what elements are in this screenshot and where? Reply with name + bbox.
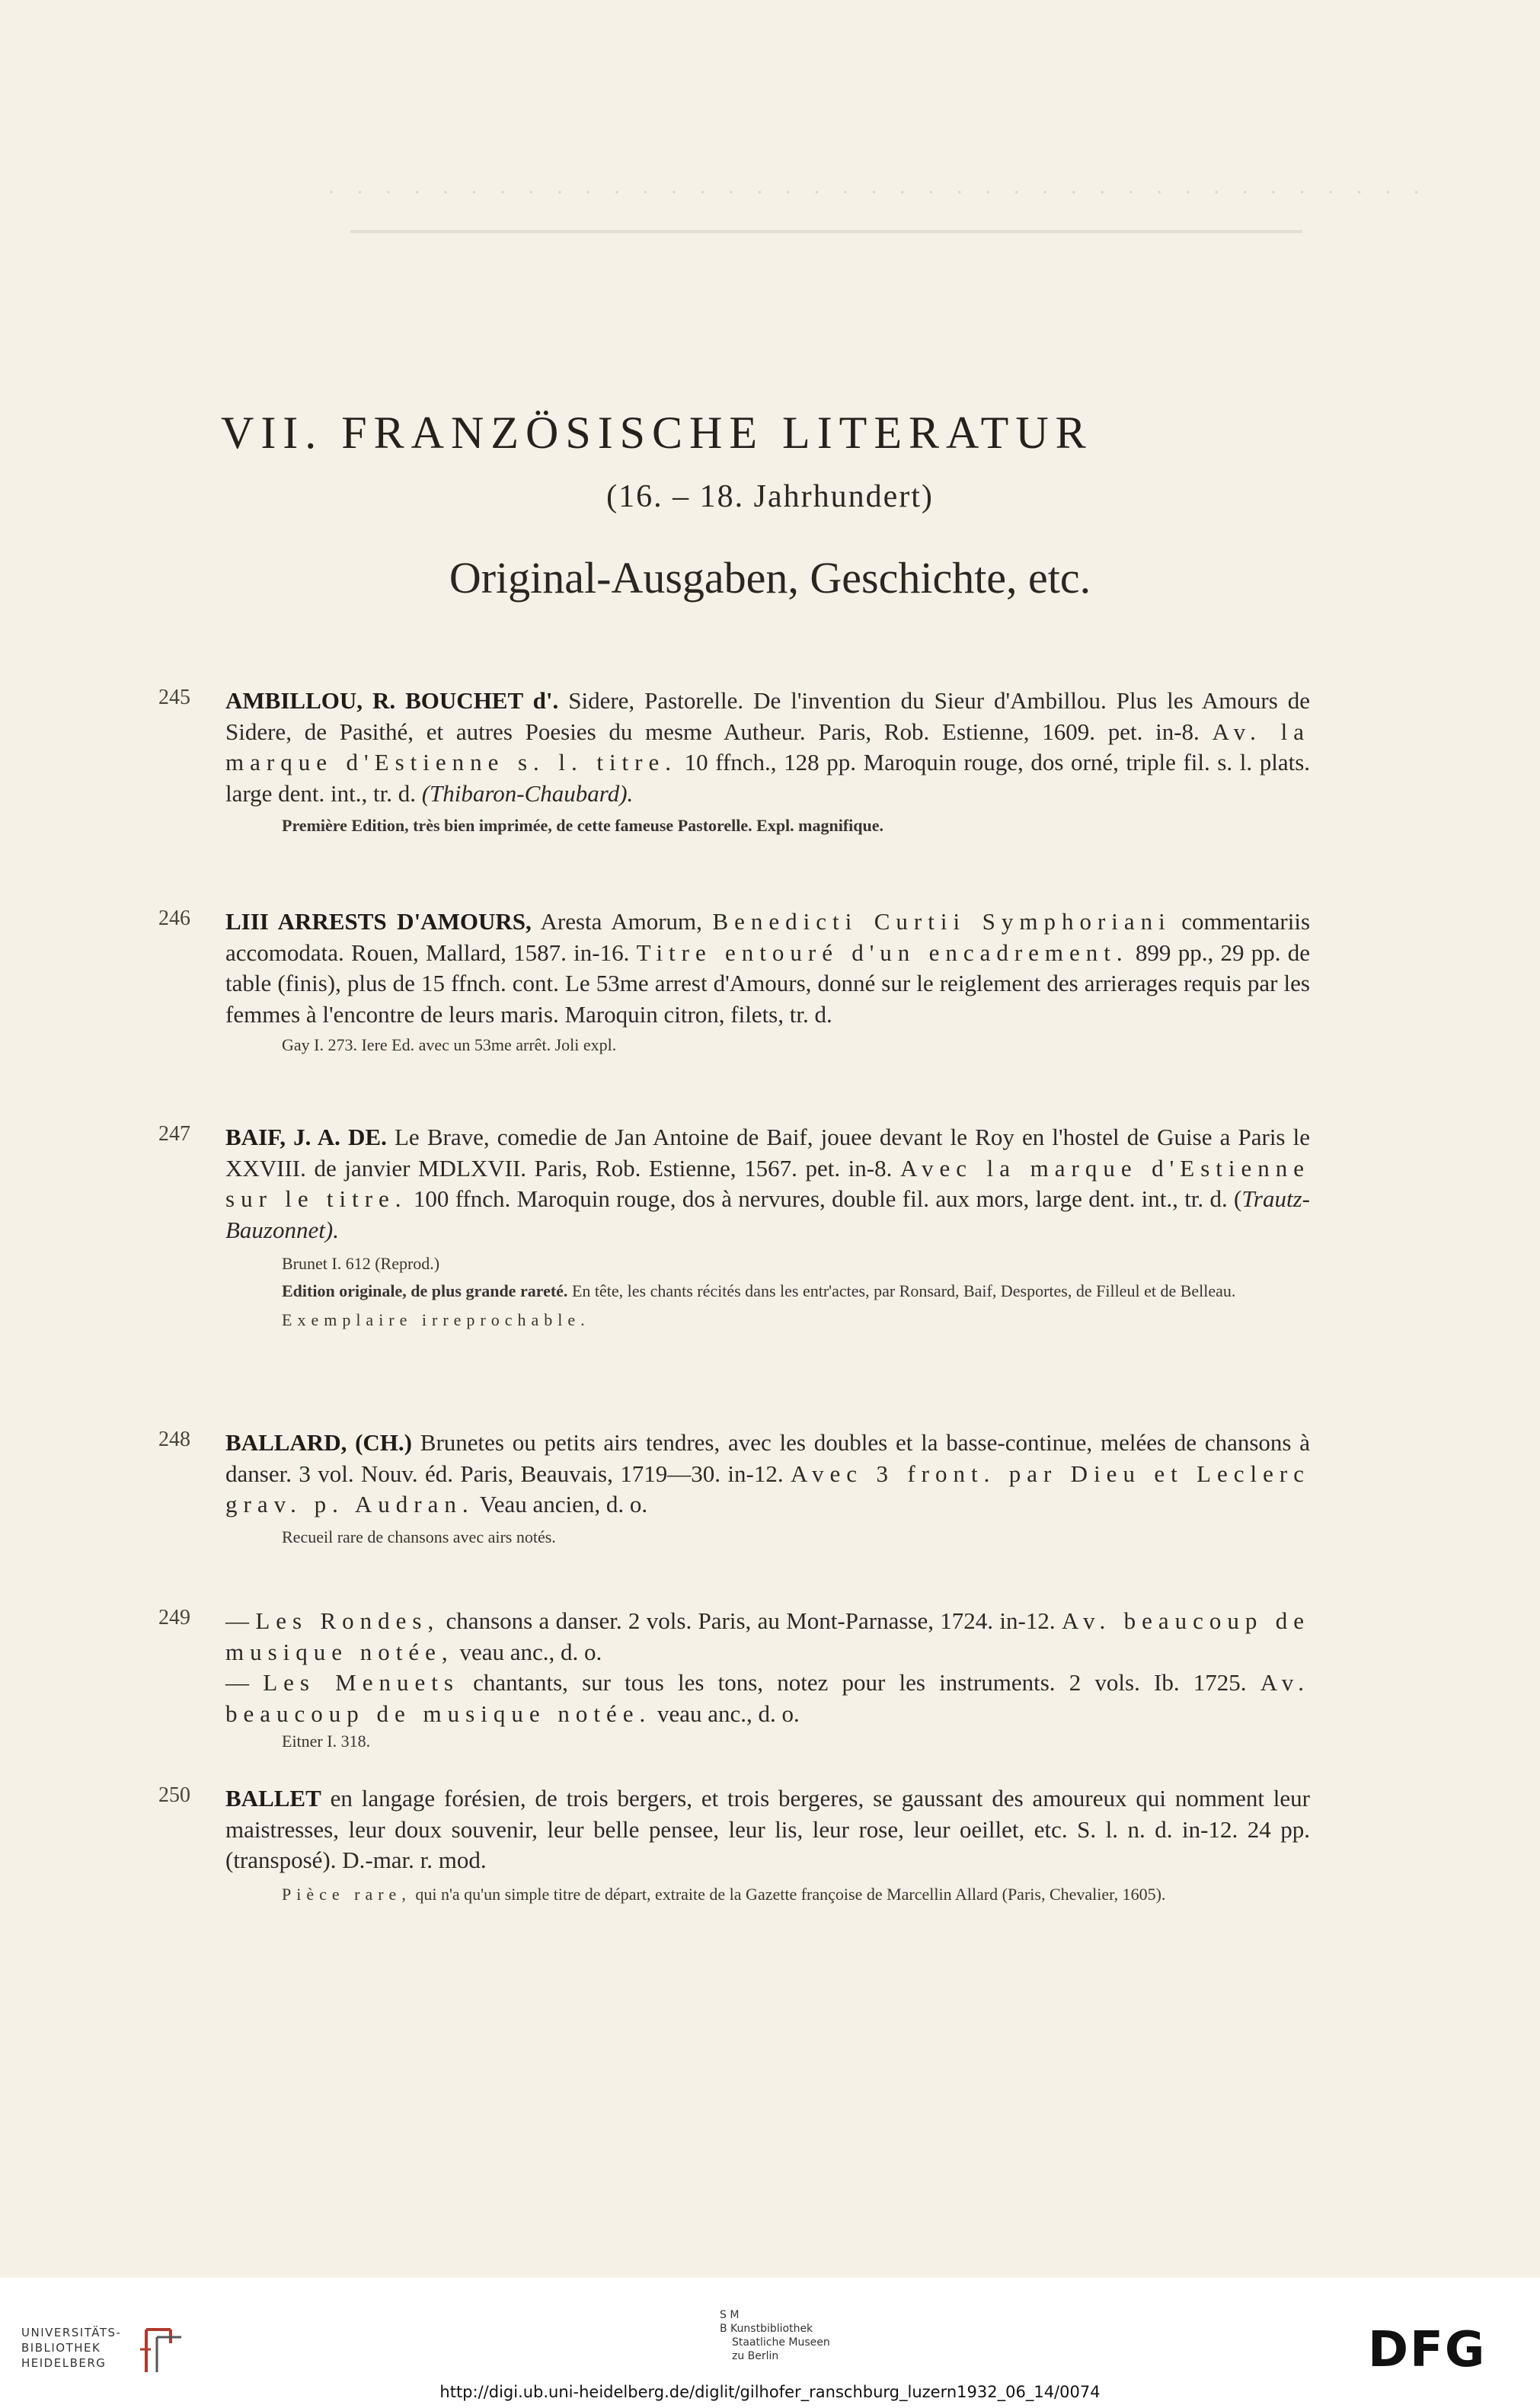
- entry-text: [225, 1606, 1310, 1668]
- entry-body: 899 pp., 29 pp. de table (finis), plus de 15 ffnch. cont. Le 53me arrest d'Amours, donné sur le reiglement des arrierages requis par les femmes à l'encontre de leurs maris. Maroquin citron, filets, tr. d.: [225, 939, 1310, 1028]
- entry-note: Pièce rare, qui n'a qu'un simple titre de départ, extraite de la Gazette françoise de Marcellin Allard (Paris, Chevalier, 1605).: [282, 1884, 1166, 1904]
- entry-note: Première Edition, très bien imprimée, de cette fameuse Pastorelle. Expl. magnifique.: [282, 816, 884, 835]
- lot-number: 245: [158, 686, 190, 709]
- digitization-footer: [0, 2278, 1540, 2408]
- entry-text: [225, 1783, 1310, 1876]
- catalog-entry-249: [152, 1606, 1310, 1754]
- entry-text-2: [225, 1668, 1310, 1729]
- section-heading: VII. FRANZÖSISCHE LITERATUR: [221, 408, 1093, 458]
- lot-number: 246: [158, 907, 190, 930]
- entry-body: chansons a danser. 2 vols. Paris, au Mont-Parnasse, 1724. in-12.: [439, 1607, 1062, 1634]
- entry-body: —: [225, 1669, 264, 1696]
- entry-body: veau anc., d. o.: [651, 1700, 800, 1727]
- entry-body: veau anc., d. o.: [453, 1638, 602, 1665]
- entry-spaced-text: Les Rondes,: [255, 1607, 440, 1634]
- section-subtitle: Original-Ausgaben, Geschichte, etc.: [449, 553, 1091, 603]
- entry-body: —: [225, 1607, 256, 1634]
- catalog-entry-246: [152, 907, 1310, 1057]
- section-subheading: (16. – 18. Jahrhundert): [606, 479, 934, 514]
- entry-binder: (Thibaron-Chaubard).: [421, 779, 634, 807]
- entry-spaced-text: Les Menuets: [263, 1669, 459, 1696]
- entry-text: [225, 907, 1310, 1030]
- museum-logo-text: S M B Kunstbibliothek Staatliche Museen zu Berlin: [720, 2309, 830, 2362]
- entry-note: Edition originale, de plus grande rareté. En tête, les chants récités dans les entr'actes, par Ronsard, Baif, Desportes, de Filleul et de Belleau.: [282, 1281, 1236, 1300]
- entry-spaced-text: Avec la marque d'Estienne sur le titre.: [225, 1154, 1310, 1212]
- dfg-logo: DFG: [1368, 2322, 1487, 2378]
- entry-binder: Trautz-Bauzonnet).: [225, 1185, 1310, 1243]
- library-logo-text: UNIVERSITÄTS- BIBLIOTHEK HEIDELBERG: [21, 2326, 122, 2370]
- entry-body: Veau ancien, d. o.: [474, 1491, 648, 1517]
- entry-spaced-text: Benedicti Curtii Symphoriani: [712, 908, 1171, 935]
- entry-author: BAIF, J. A. DE.: [225, 1124, 387, 1150]
- entry-author: BALLET: [225, 1785, 321, 1812]
- entry-body: chantants, sur tous les tons, notez pour les instruments. 2 vols. Ib. 1725.: [458, 1669, 1260, 1696]
- entry-text: [225, 1122, 1310, 1246]
- catalog-entry-248: [152, 1428, 1310, 1549]
- catalog-entry-250: [152, 1783, 1310, 1907]
- entry-body: Le Brave, comedie de Jan Antoine de Baif, jouee devant le Roy en l'hostel de Guise a Paris le XXVIII. de janvier MDLXVII. Paris, Rob. Estienne, 1567. pet. in-8.: [225, 1124, 1310, 1182]
- entry-body: en langage forésien, de trois bergers, et trois bergeres, se gaussant des amoureux qui nomment leur maistresses, leur doux souvenir, leur belle pensee, leur lis, leur rose, leur oeillet, etc. S. l. n. d. in-12. 24 pp. (transposé). D.-mar. r. mod.: [225, 1785, 1310, 1873]
- lot-number: 247: [158, 1122, 190, 1146]
- entry-author: BALLARD, (CH.): [225, 1429, 412, 1456]
- entry-body: Aresta Amorum,: [531, 908, 713, 935]
- entry-spaced-text: Av. beaucoup de musique notée,: [225, 1607, 1310, 1665]
- entry-author: AMBILLOU, R. BOUCHET d'.: [225, 687, 559, 714]
- entry-spaced-text: Av. beaucoup de musique notée.: [225, 1669, 1311, 1727]
- show-through-rule: [350, 230, 1302, 233]
- lot-number: 250: [158, 1783, 190, 1807]
- entry-note: Brunet I. 612 (Reprod.): [282, 1254, 440, 1273]
- show-through-text: · · · · · · · · · · · · · · · · · · · · · · · · · · · · · · · · · · · · · · ·: [327, 180, 1428, 205]
- lot-number: 248: [158, 1428, 190, 1451]
- entry-body: commentariis accomodata. Rouen, Mallard, 1587. in-16.: [225, 908, 1311, 966]
- source-url[interactable]: http://digi.ub.uni-heidelberg.de/diglit/gilhofer_ranschburg_luzern1932_06_14/0074: [439, 2383, 1101, 2401]
- entry-body: 100 ffnch. Maroquin rouge, dos à nervures, double fil. aux mors, large dent. int., tr. d. (: [407, 1185, 1242, 1212]
- entry-note: Gay I. 273. Iere Ed. avec un 53me arrêt. Joli expl.: [282, 1035, 617, 1054]
- entry-text: [225, 686, 1310, 809]
- entry-spaced-text: Avec 3 front. par Dieu et Leclerc grav. p. Audran.: [225, 1460, 1310, 1517]
- entry-body: Sidere, Pastorelle. De l'invention du Sieur d'Ambillou. Plus les Amours de Sidere, de Pasithé, et autres Poesies du mesme Autheur. Paris, Rob. Estienne, 1609. pet. in-8.: [225, 687, 1311, 745]
- entry-body: Brunetes ou petits airs tendres, avec les doubles et la basse-continue, melées de chansons à danser. 3 vol. Nouv. éd. Paris, Beauvais, 1719—30. in-12.: [225, 1429, 1310, 1487]
- entry-note: Exemplaire irreprochable.: [282, 1310, 590, 1329]
- lot-number: 249: [158, 1606, 190, 1629]
- entry-body: 10 ffnch., 128 pp. Maroquin rouge, dos orné, triple fil. s. l. plats. large dent. int., tr. d.: [225, 749, 1311, 807]
- catalog-entry-247: [152, 1122, 1310, 1332]
- entry-note: Eitner I. 318.: [282, 1732, 371, 1751]
- entry-spaced-text: Titre entouré d'un encadrement.: [636, 939, 1129, 966]
- catalog-entry-245: [152, 686, 1310, 838]
- entry-spaced-text: Av. la marque d'Estienne s. l. titre.: [225, 718, 1311, 775]
- library-logo-icon: [140, 2326, 190, 2375]
- entry-author: LIII ARRESTS D'AMOURS,: [225, 908, 532, 935]
- entry-text: [225, 1428, 1310, 1521]
- entry-note: Recueil rare de chansons avec airs notés.: [282, 1527, 556, 1546]
